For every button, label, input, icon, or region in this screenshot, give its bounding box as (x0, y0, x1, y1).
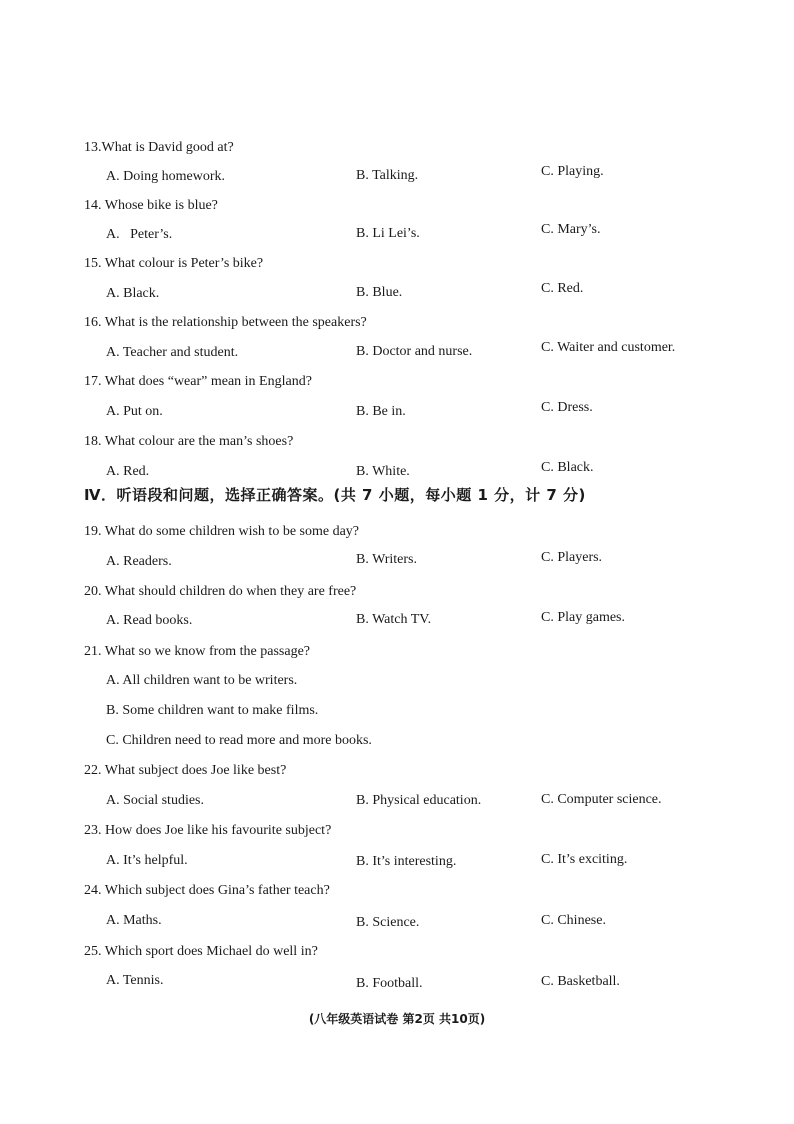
question-19: 19. What do some children wish to be some day? (84, 524, 360, 539)
question-17: 17. What does “wear” mean in England? (84, 374, 312, 389)
q17-option-b: B. Be in. (356, 404, 406, 419)
q18-option-b: B. White. (356, 464, 410, 479)
q25-option-b: B. Football. (356, 976, 423, 991)
q21-option-c: C. Children need to read more and more books. (106, 733, 372, 748)
q16-option-c: C. Waiter and customer. (541, 340, 676, 355)
question-23: 23. How does Joe like his favourite subject? (84, 823, 332, 838)
q21-option-a: A. All children want to be writers. (106, 673, 298, 688)
q16-option-a: A. Teacher and student. (106, 345, 239, 360)
page-footer: (八年级英语试卷 第2页 共10页) (308, 1012, 486, 1026)
q20-option-b: B. Watch TV. (356, 612, 432, 627)
q25-option-c: C. Basketball. (541, 974, 620, 989)
question-14: 14. Whose bike is blue? (84, 198, 218, 213)
q18-option-a: A. Red. (106, 464, 150, 479)
q19-option-a: A. Readers. (106, 554, 172, 569)
q25-option-a: A. Tennis. (106, 973, 164, 988)
q17-option-a: A. Put on. (106, 404, 163, 419)
question-13: 13.What is David good at? (84, 140, 234, 155)
q18-option-c: C. Black. (541, 460, 594, 475)
question-22: 22. What subject does Joe like best? (84, 763, 287, 778)
q22-option-a: A. Social studies. (106, 793, 204, 808)
q15-option-c: C. Red. (541, 281, 584, 296)
q21-option-b: B. Some children want to make films. (106, 703, 319, 718)
q14-option-b: B. Li Lei’s. (356, 226, 420, 241)
q23-option-c: C. It’s exciting. (541, 852, 628, 867)
q22-option-b: B. Physical education. (356, 793, 482, 808)
question-24: 24. Which subject does Gina’s father teach? (84, 883, 330, 898)
q23-option-b: B. It’s interesting. (356, 854, 457, 869)
q24-option-c: C. Chinese. (541, 913, 606, 928)
q13-option-a: A. Doing homework. (106, 169, 225, 184)
q15-option-a: A. Black. (106, 286, 160, 301)
question-15: 15. What colour is Peter’s bike? (84, 256, 264, 271)
section-heading: Ⅳ．听语段和问题，选择正确答案。(共 7 小题，每小题 1 分，计 7 分) (84, 486, 586, 504)
q22-option-c: C. Computer science. (541, 792, 662, 807)
question-21: 21. What so we know from the passage? (84, 644, 311, 659)
q24-option-b: B. Science. (356, 915, 420, 930)
q14-option-a: A. Peter’s. (106, 227, 173, 242)
q23-option-a: A. It’s helpful. (106, 853, 188, 868)
q13-option-b: B. Talking. (356, 168, 419, 183)
question-20: 20. What should children do when they are free? (84, 584, 357, 599)
q14-option-c: C. Mary’s. (541, 222, 601, 237)
q15-option-b: B. Blue. (356, 285, 403, 300)
q16-option-b: B. Doctor and nurse. (356, 344, 473, 359)
q19-option-c: C. Players. (541, 550, 603, 565)
q24-option-a: A. Maths. (106, 913, 162, 928)
q20-option-c: C. Play games. (541, 610, 625, 625)
q19-option-b: B. Writers. (356, 552, 418, 567)
question-18: 18. What colour are the man’s shoes? (84, 434, 294, 449)
q20-option-a: A. Read books. (106, 613, 193, 628)
question-25: 25. Which sport does Michael do well in? (84, 944, 318, 959)
q13-option-c: C. Playing. (541, 164, 604, 179)
question-16: 16. What is the relationship between the speakers? (84, 315, 367, 330)
q17-option-c: C. Dress. (541, 400, 593, 415)
